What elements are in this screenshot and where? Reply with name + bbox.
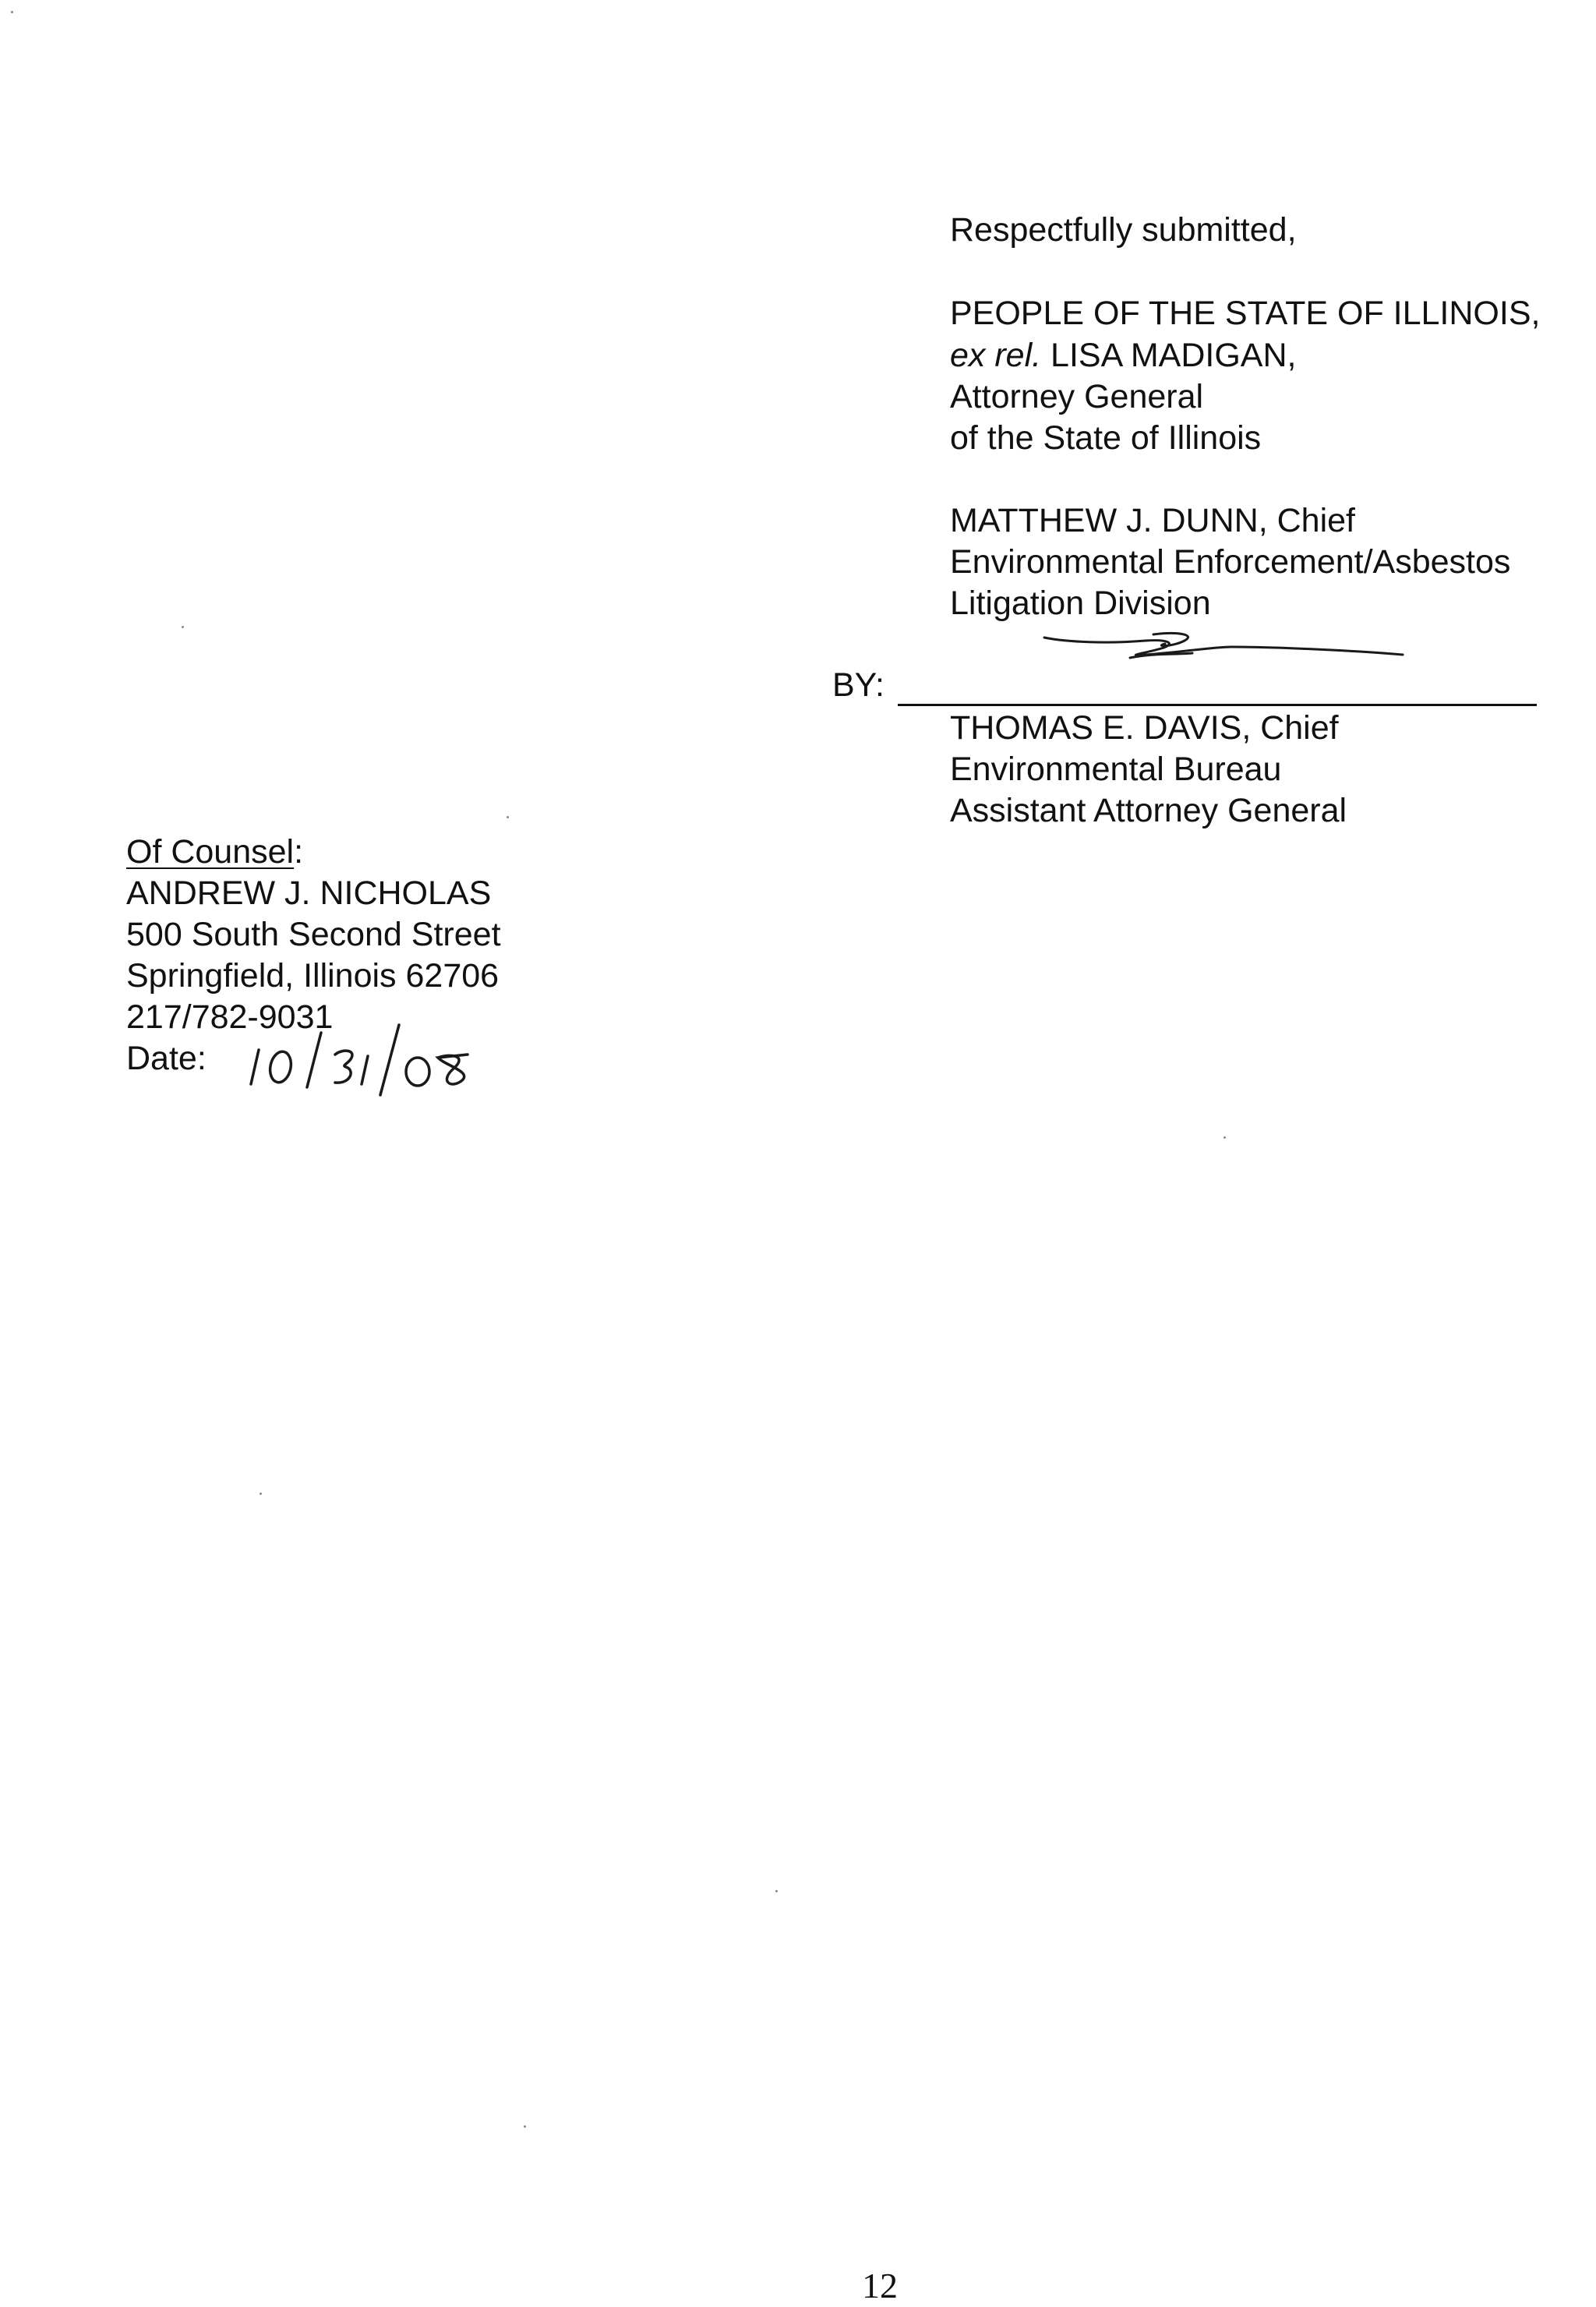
by-label: BY: [832,666,885,704]
attorney-general-name: LISA MADIGAN, [1041,337,1297,374]
plaintiff-line-4: of the State of Illinois [950,419,1262,457]
of-counsel-heading [126,831,303,873]
date-label: Date: [126,1040,207,1077]
scan-speck [260,1493,262,1495]
chief-title-2: Litigation Division [950,585,1211,622]
ex-rel-text: ex rel. [950,337,1042,374]
closing-text: Respectfully submitted, [950,211,1297,249]
signatory-name: THOMAS E. DAVIS, Chief [950,709,1339,747]
counsel-street: 500 South Second Street [126,916,501,953]
signatory-title-1: Environmental Bureau [950,751,1282,788]
of-counsel-colon: : [294,833,304,871]
plaintiff-line-1: PEOPLE OF THE STATE OF ILLINOIS, [950,295,1541,332]
counsel-name: ANDREW J. NICHOLAS [126,874,492,912]
scan-speck [775,1890,778,1892]
signatory-title-2: Assistant Attorney General [950,792,1347,829]
counsel-city: Springfield, Illinois 62706 [126,957,500,995]
page-number: 12 [862,2266,898,2305]
chief-title-1: Environmental Enforcement/Asbestos [950,543,1511,581]
signature-line [898,704,1537,706]
scan-speck [524,2125,526,2128]
signature-drawing [1036,624,1411,686]
scan-speck [182,626,184,628]
handwritten-date [234,1009,491,1095]
scan-speck [1223,1136,1226,1139]
chief-name: MATTHEW J. DUNN, Chief [950,502,1355,539]
scan-speck [11,11,13,13]
of-counsel-label: Of Counsel [126,833,295,871]
plaintiff-line-2 [950,334,1296,376]
plaintiff-line-3: Attorney General [950,378,1204,415]
counsel-phone: 217/782-9031 [126,998,334,1036]
scan-speck [507,816,509,818]
